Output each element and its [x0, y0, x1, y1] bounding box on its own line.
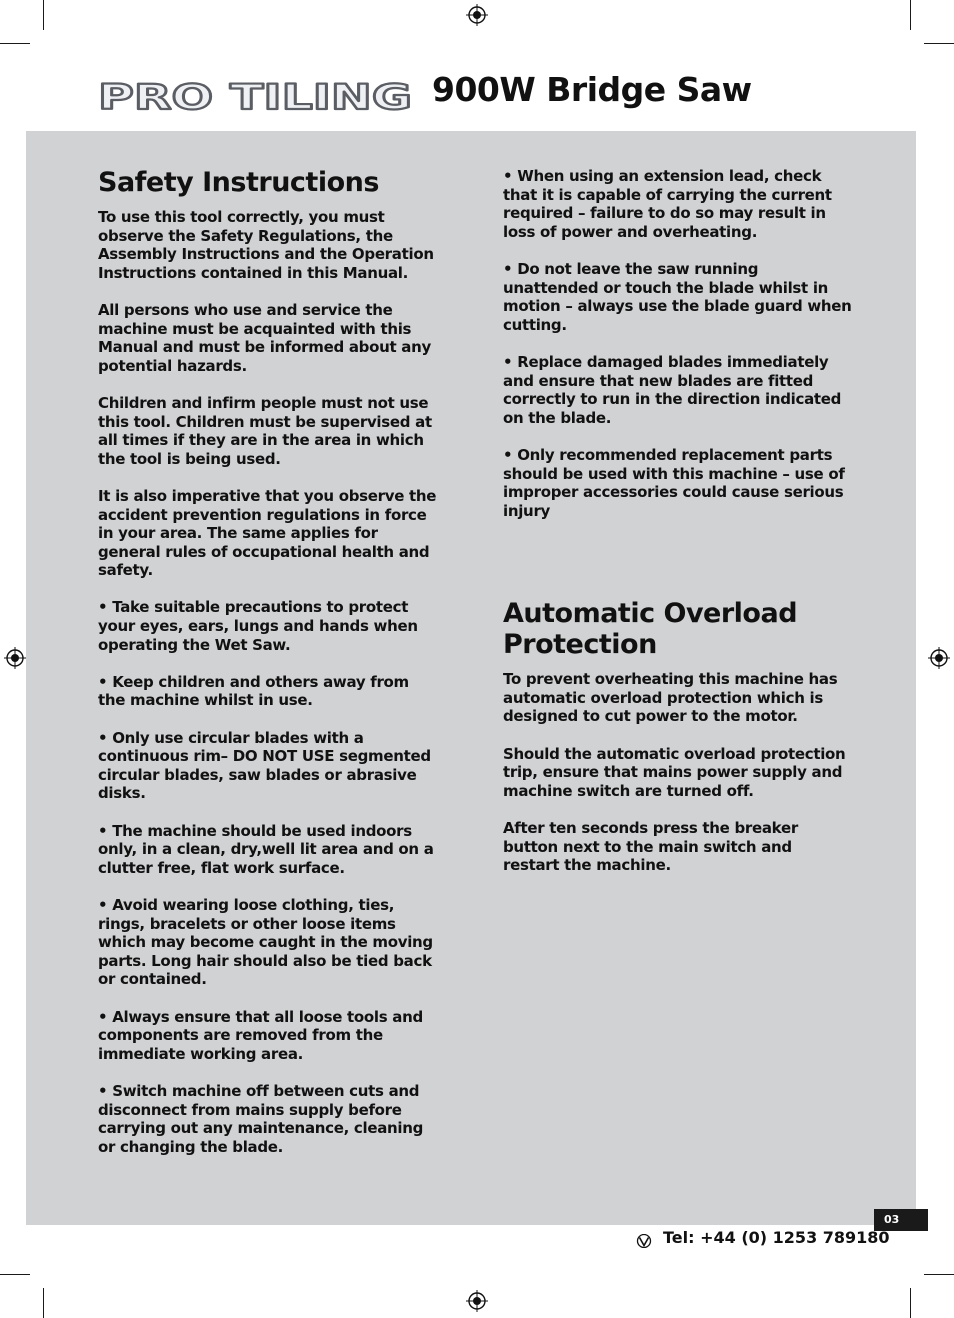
brand-mark-icon — [636, 1234, 652, 1248]
safety-bullet: • Switch machine off between cuts and disconnect from mains supply before carrying out any maintenance, cleaning or changing the blade. — [98, 1081, 424, 1156]
page-number: 03 — [874, 1209, 928, 1231]
crop-mark — [43, 1288, 44, 1318]
safety-bullet: • Only recommended replacement parts should be used with this machine – use of improper accessories could cause serious injury — [503, 445, 845, 520]
safety-instructions-heading: Safety Instructions — [98, 167, 379, 198]
safety-bullet: • Always ensure that all loose tools and components are removed from the immediate working area. — [98, 1007, 423, 1063]
svg-text:PRO TILING: PRO TILING — [98, 78, 412, 114]
overload-paragraph: After ten seconds press the breaker button next to the main switch and restart the machine. — [503, 819, 798, 875]
crop-mark — [0, 1274, 30, 1275]
registration-mark-icon — [466, 1290, 488, 1312]
safety-paragraph: It is also imperative that you observe the accident prevention regulations in force in your area. The same applies for general rules of occupational health and safety. — [98, 486, 437, 580]
registration-mark-icon — [466, 4, 488, 26]
crop-mark — [910, 0, 911, 30]
safety-bullet: • Only use circular blades with a continuous rim– DO NOT USE segmented circular blades, saw blades or abrasive disks. — [98, 728, 431, 803]
product-title: 900W Bridge Saw — [432, 70, 752, 109]
safety-bullet: • Keep children and others away from the machine whilst in use. — [98, 672, 409, 710]
right-column — [503, 167, 853, 893]
safety-bullet: • Take suitable precautions to protect your eyes, ears, lungs and hands when operating the Wet Saw. — [98, 598, 418, 654]
safety-bullet: • Replace damaged blades immediately and ensure that new blades are fitted correctly to run in the direction indicated on the blade. — [503, 352, 842, 427]
registration-mark-icon — [928, 647, 950, 669]
safety-bullet: • When using an extension lead, check that it is capable of carrying the current required – failure to do so may result in loss of power and overheating. — [503, 167, 832, 241]
left-column — [98, 167, 438, 1175]
pro-tiling-logo — [96, 76, 416, 114]
safety-bullet: • Do not leave the saw running unattended or touch the blade whilst in motion – always use the blade guard when cutting. — [503, 259, 852, 334]
overload-section — [503, 598, 853, 875]
crop-mark — [43, 0, 44, 30]
crop-mark — [0, 43, 30, 44]
safety-bullet: • Avoid wearing loose clothing, ties, rings, bracelets or other loose items which may become caught in the moving parts. Long hair should also be tied back or contained. — [98, 895, 433, 989]
safety-paragraph: All persons who use and service the machine must be acquainted with this Manual and must be informed about any potential hazards. — [98, 300, 431, 375]
overload-paragraph: To prevent overheating this machine has automatic overload protection which is designed to cut power to the motor. — [503, 670, 838, 726]
crop-mark — [924, 1274, 954, 1275]
telephone-number: Tel: +44 (0) 1253 789180 — [663, 1228, 890, 1247]
safety-bullet: • The machine should be used indoors only, in a clean, dry,well lit area and on a clutter free, flat work surface. — [98, 821, 434, 877]
crop-mark — [910, 1288, 911, 1318]
safety-paragraph: Children and infirm people must not use this tool. Children must be supervised at all times if they are in the area in which the tool is being used. — [98, 393, 432, 468]
crop-mark — [924, 43, 954, 44]
overload-protection-heading: Automatic Overload Protection — [503, 598, 798, 661]
registration-mark-icon — [4, 647, 26, 669]
overload-paragraph: Should the automatic overload protection trip, ensure that mains power supply and machine switch are turned off. — [503, 744, 846, 800]
safety-paragraph: To use this tool correctly, you must observe the Safety Regulations, the Assembly Instructions and the Operation Instructions contained in this Manual. — [98, 208, 434, 282]
page-header — [96, 70, 856, 114]
content-panel — [26, 131, 916, 1225]
